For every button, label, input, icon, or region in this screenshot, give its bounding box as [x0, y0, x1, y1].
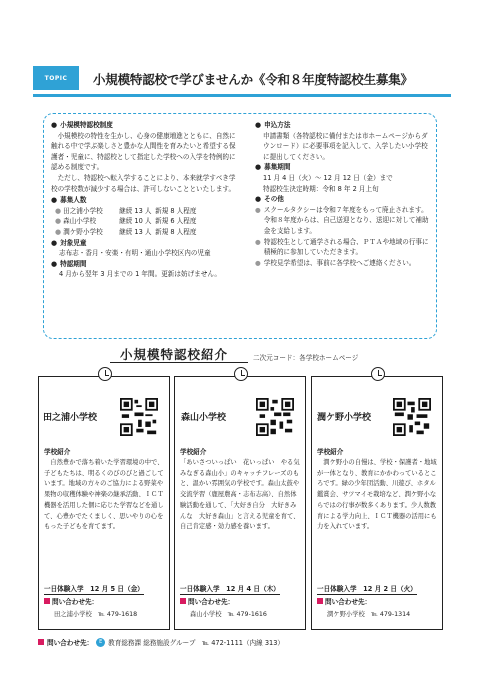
circle-icon: ● [55, 206, 62, 215]
footer-text: 教育総務課 総務施設グループ ℡ 472-1111（内線 313） [108, 639, 285, 647]
list-item: ● スクールタクシーは令和７年度をもって廃止されます。令和８年度からは、自己送迎となり、送迎に対して補助金を支給します。 [255, 205, 429, 235]
qr-code[interactable] [256, 398, 294, 436]
info-right-column [255, 120, 433, 268]
trial-date: 一日体験入学 12 月 4 日（木） [180, 585, 280, 593]
section-heading: ● 小規模特認校制度 [51, 121, 113, 129]
clock-icon [234, 367, 248, 381]
contact-heading: 問い合わせ先： [180, 596, 234, 606]
square-icon [317, 598, 323, 604]
section-text: ただし、特認校へ転入学することにより、本来就学すべき学校の学校数が減少する場合は、許可しないことといたします。 [51, 173, 236, 193]
section-text: 特認校生決定時期：令和 8 年 2 月上旬 [263, 184, 379, 193]
card-label: 学校紹介 [317, 448, 344, 456]
qr-code[interactable] [120, 398, 158, 436]
title-underline [33, 94, 451, 97]
section-text: 志布志・香月・安楽・有明・通山小学校区内の児童 [59, 249, 211, 258]
info-left-column [51, 120, 241, 280]
quota-row: ● 田之浦小学校 継続 13 人 新規 8 人程度 [55, 206, 197, 215]
section-text: 申請書類（各特認校に備付または市ホームページからダウンロード）に必要事項を記入して、入学したい小学校に提出してください。 [263, 131, 428, 161]
list-item: ● 特認校生として通学される場合、ＰＴＡや地域の行事に積極的に参加していただきます。 [255, 237, 429, 257]
quota-row: ● 森山小学校 継続 10 人 新規 6 人程度 [55, 217, 197, 226]
section-text: 11 月 4 日（火）～ 12 月 12 日（金）まで [263, 173, 393, 182]
bullet-dot-icon: ● [255, 195, 262, 204]
card-label: 学校紹介 [180, 448, 207, 456]
trial-date: 一日体験入学 12 月 2 日（火） [317, 585, 417, 593]
footer-contact [38, 637, 284, 647]
circle-icon: ● [255, 205, 261, 214]
bullet-dot-icon: ● [51, 238, 58, 247]
circle-icon: ● [255, 237, 261, 246]
circle-icon: ● [255, 258, 261, 267]
page-title: 小規模特認校で学びませんか《令和８年度特認校生募集》 [93, 72, 413, 87]
circle-icon: ● [55, 217, 62, 226]
school-name: 潤ケ野小学校 [317, 413, 372, 423]
section-heading: ● 募集期間 [255, 163, 291, 172]
section-title-underline [110, 362, 248, 363]
bullet-dot-icon: ● [51, 259, 58, 268]
bullet-dot-icon: ● [51, 196, 58, 205]
school-name: 森山小学校 [181, 413, 227, 423]
topic-badge: TOPIC [33, 66, 79, 90]
email-icon: E [96, 638, 105, 647]
section-heading: ● その他 [255, 195, 284, 204]
quota-row: ● 潤ケ野小学校 継続 13 人 新規 8 人程度 [55, 227, 197, 236]
contact-phone: 潤ケ野小学校 ℡ 479-1314 [327, 611, 411, 618]
contact-phone: 田之浦小学校 ℡ 479-1618 [54, 611, 138, 618]
qr-code[interactable] [393, 398, 431, 436]
contact-heading: 問い合わせ先： [44, 596, 98, 606]
footer-label: 問い合わせ先： [47, 639, 94, 647]
square-icon [38, 639, 44, 645]
section-heading: ● 特認期間 [51, 259, 87, 268]
school-name: 田之浦小学校 [43, 413, 98, 423]
section-heading: ● 申込方法 [255, 121, 291, 129]
contact-heading: 問い合わせ先： [317, 596, 371, 606]
bullet-dot-icon: ● [255, 163, 262, 172]
square-icon [44, 598, 50, 604]
section-heading: ● 対象児童 [51, 238, 87, 247]
trial-date: 一日体験入学 12 月 5 日（金） [44, 585, 144, 593]
list-item: ● 学校見学希望は、事前に各学校へご連絡ください。 [255, 258, 416, 267]
section-heading: ● 募集人数 [51, 196, 87, 205]
school-description: 自然豊かで落ち着いた学習環境の中で、子どもたちは、明るくのびのびと過ごしています。地域の方々のご協力による野菜や果物の収穫体験や神楽の継承活動、ＩＣＴ機器を活用した個に応じた学習などを通して、心豊かでたくましく、思いやりの心をもった子どもを育てます。 [44, 459, 164, 531]
clock-icon [371, 367, 385, 381]
card-label: 学校紹介 [44, 448, 71, 456]
contact-phone: 森山小学校 ℡ 479-1616 [190, 611, 267, 618]
section-title: 小規模特認校紹介 [120, 347, 229, 362]
school-description: 潤ケ野小の自慢は、学校・保護者・地域が一体となり、教育にかかわっているところです。緑の少年団活動、川遊び、ホタル鑑賞会、サツマイモ栽培など、潤ケ野小ならではの行事が数多くあります。少人数教育による学力向上、ＩＣＴ機器の活用にも力を入れています。 [317, 459, 437, 531]
bullet-dot-icon: ● [51, 121, 58, 129]
square-icon [180, 598, 186, 604]
clock-icon [98, 367, 112, 381]
section-text: 小規模校の特性を生かし、心身の健康増進とともに、自然に触れる中で学ぶ楽しさと豊かな人間性を育みたいと希望する保護者・児童に、特認校として指定した学校への入学を特例的に認める制度です。 [51, 131, 236, 172]
bullet-dot-icon: ● [255, 121, 262, 129]
qr-note: 二次元コード：各学校ホームページ [253, 354, 359, 362]
school-description: 「あいさついっぱい 花いっぱい やる気みなぎる森山小」のキャッチフレーズのもと、温かい雰囲気の学校です。森山太鼓や交流学習（鹿屋農高・志布志高）、自然体験活動を通して、「大好き自分 大好きみんな 大好き森山」と言える児童を育て、自己肯定感・効力感を養います。 [180, 459, 300, 531]
section-text: 4 月から翌年 3 月までの 1 年間。更新は妨げません。 [59, 270, 221, 279]
circle-icon: ● [55, 227, 62, 236]
